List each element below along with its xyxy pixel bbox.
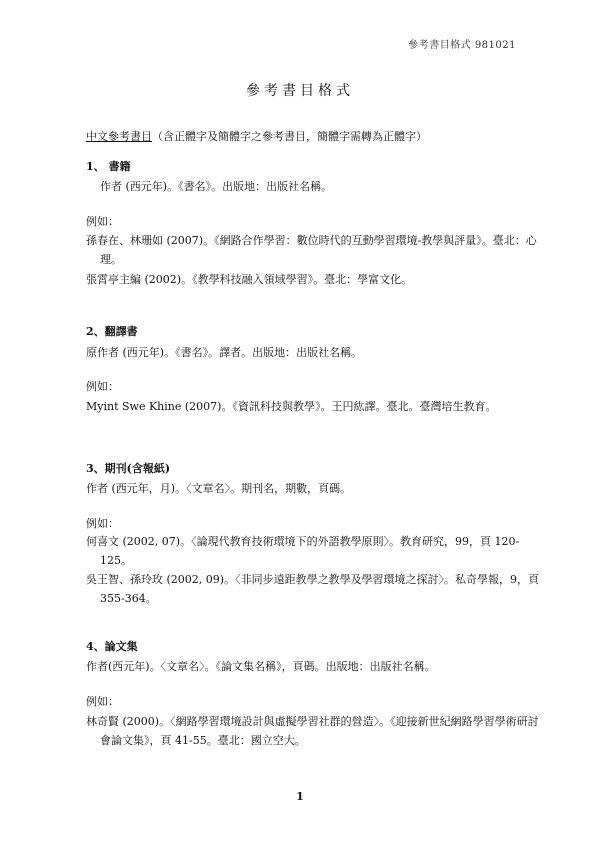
heading-journals: 3、期刊(含報紙) bbox=[86, 462, 171, 475]
format-books: 作者 (西元年)。《書名》。出版地：出版社名稱。 bbox=[100, 180, 333, 193]
example-label-proceedings: 例如： bbox=[86, 695, 119, 708]
format-proceedings: 作者(西元年)。〈文章名〉。《論文集名稱》，頁碼。出版地：出版社名稱。 bbox=[86, 660, 436, 673]
example-journals-2: 吳王智、孫玲玫 (2002, 09)。〈非同步遠距教學之教學及學習環境之探討〉。私奇學報，9，頁 355-364。 bbox=[86, 573, 540, 605]
example-proceedings-1: 林奇賢 (2000)。〈網路學習環境設計與虛擬學習社群的營造〉。《迎接新世紀網路學習學術研討會論文集》，頁 41-55。臺北：國立空大。 bbox=[86, 715, 539, 747]
document-header: 參考書目格式 981021 bbox=[408, 40, 516, 51]
example-label-books: 例如： bbox=[86, 215, 119, 228]
heading-books: 1、 書籍 bbox=[86, 160, 131, 173]
example-books-2: 張霄亭主編 (2002)。《教學科技融入領域學習》。臺北：學富文化。 bbox=[86, 273, 413, 286]
format-journals: 作者 (西元年，月)。〈文章名〉。期刊名，期數，頁碼。 bbox=[86, 482, 352, 495]
example-label-translations: 例如： bbox=[86, 380, 119, 393]
heading-translations: 2、翻譯書 bbox=[86, 325, 138, 338]
example-journals-1: 何喜文 (2002, 07)。〈論現代教育技術環境下的外語教學原則〉。教育研究，99，頁 120-125。 bbox=[86, 535, 520, 567]
example-books-1: 孫春在、林珊如 (2007)。《網路合作學習：數位時代的互動學習環境-教學與評量》。臺北：心理。 bbox=[86, 234, 537, 266]
page-title: 參考書目格式 bbox=[246, 83, 354, 99]
example-translations-1: Myint Swe Khine (2007)。《資訊科技與教學》。王円紘譯。臺北。臺灣培生教育。 bbox=[86, 400, 497, 413]
format-translations: 原作者 (西元年)。《書名》。譯者。出版地：出版社名稱。 bbox=[86, 346, 363, 359]
section-label: 中文參考書目 bbox=[86, 130, 152, 143]
heading-proceedings: 4、論文集 bbox=[86, 640, 138, 653]
section-note: （含正體字及簡體字之參考書目，簡體字需轉為正體字） bbox=[152, 130, 427, 143]
page-number: 1 bbox=[296, 790, 304, 803]
section-chinese-references bbox=[86, 128, 427, 144]
example-label-journals: 例如： bbox=[86, 517, 119, 530]
